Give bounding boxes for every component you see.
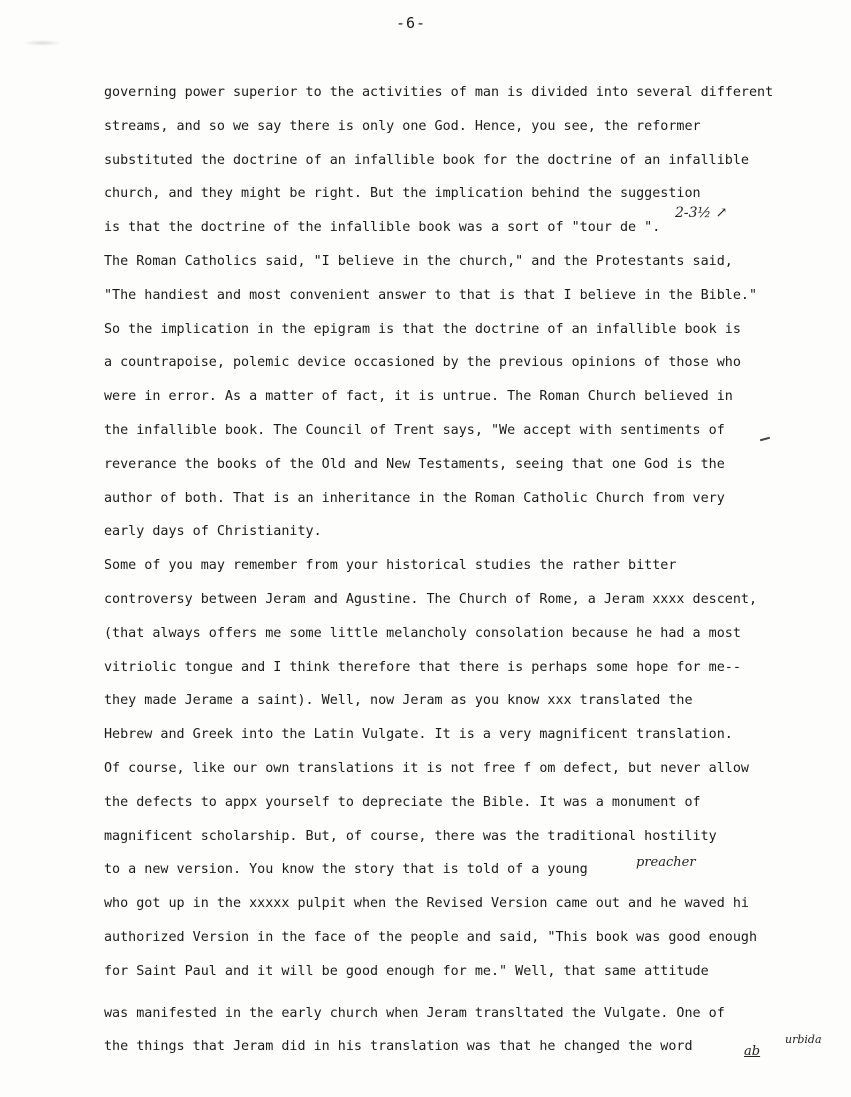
text-line: magnificent scholarship. But, of course, there was the traditional hostility bbox=[104, 828, 717, 844]
text-line: is that the doctrine of the infallible book was a sort of "tour de ". bbox=[104, 220, 661, 236]
text-line: they made Jerame a saint). Well, now Jeram as you know xxx translated the bbox=[104, 693, 693, 709]
text-line: reverance the books of the Old and New Testaments, seeing that one God is the bbox=[104, 456, 725, 472]
text-line: streams, and so we say there is only one God. Hence, you see, the reformer bbox=[104, 118, 701, 134]
text-line: authorized Version in the face of the people and said, "This book was good enough bbox=[104, 929, 758, 945]
text-line: author of both. That is an inheritance in the Roman Catholic Church from very bbox=[104, 490, 725, 506]
text-line: controversy between Jeram and Agustine. The Church of Rome, a Jeram xxxx descent, bbox=[104, 591, 758, 607]
text-line: to a new version. You know the story that is told of a young bbox=[104, 862, 588, 878]
text-line: substituted the doctrine of an infallible book for the doctrine of an infallible bbox=[104, 152, 749, 168]
text-line: The Roman Catholics said, "I believe in the church," and the Protestants said, bbox=[104, 253, 733, 269]
handwritten-note: urbida bbox=[785, 1033, 822, 1046]
text-line: "The handiest and most convenient answer to that is that I believe in the Bible." bbox=[104, 287, 758, 303]
text-line: Of course, like our own translations it is not free f om defect, but never allow bbox=[104, 760, 749, 776]
handwritten-note: ab bbox=[744, 1044, 761, 1059]
text-line: was manifested in the early church when Jeram transltated the Vulgate. One of bbox=[104, 1005, 725, 1021]
text-line: church, and they might be right. But the implication behind the suggestion bbox=[104, 186, 701, 202]
text-line: So the implication in the epigram is that the doctrine of an infallible book is bbox=[104, 321, 741, 337]
text-line: Some of you may remember from your historical studies the rather bitter bbox=[104, 558, 677, 574]
text-line: were in error. As a matter of fact, it is untrue. The Roman Church believed in bbox=[104, 389, 733, 405]
page-number: -6- bbox=[396, 14, 427, 32]
text-line: a countrapoise, polemic device occasioned by the previous opinions of those who bbox=[104, 355, 741, 371]
text-line: the infallible book. The Council of Trent says, "We accept with sentiments of bbox=[104, 422, 725, 438]
typed-text-block bbox=[104, 84, 824, 1072]
text-line: who got up in the xxxxx pulpit when the Revised Version came out and he waved hi bbox=[104, 896, 749, 912]
text-line: for Saint Paul and it will be good enough for me." Well, that same attitude bbox=[104, 963, 709, 979]
text-line: early days of Christianity. bbox=[104, 524, 322, 540]
text-line: vitriolic tongue and I think therefore that there is perhaps some hope for me-- bbox=[104, 659, 741, 675]
text-line: governing power superior to the activities of man is divided into several different bbox=[104, 85, 774, 100]
handwritten-note: 2-3½ ↗ bbox=[675, 205, 728, 221]
scan-smudge bbox=[22, 40, 62, 46]
handwritten-note: preacher bbox=[636, 855, 696, 870]
text-line: the things that Jeram did in his translation was that he changed the word bbox=[104, 1039, 693, 1055]
text-line: (that always offers me some little melancholy consolation because he had a most bbox=[104, 625, 741, 641]
text-line: Hebrew and Greek into the Latin Vulgate. It is a very magnificent translation. bbox=[104, 727, 733, 743]
text-line: the defects to appx yourself to depreciate the Bible. It was a monument of bbox=[104, 794, 701, 810]
